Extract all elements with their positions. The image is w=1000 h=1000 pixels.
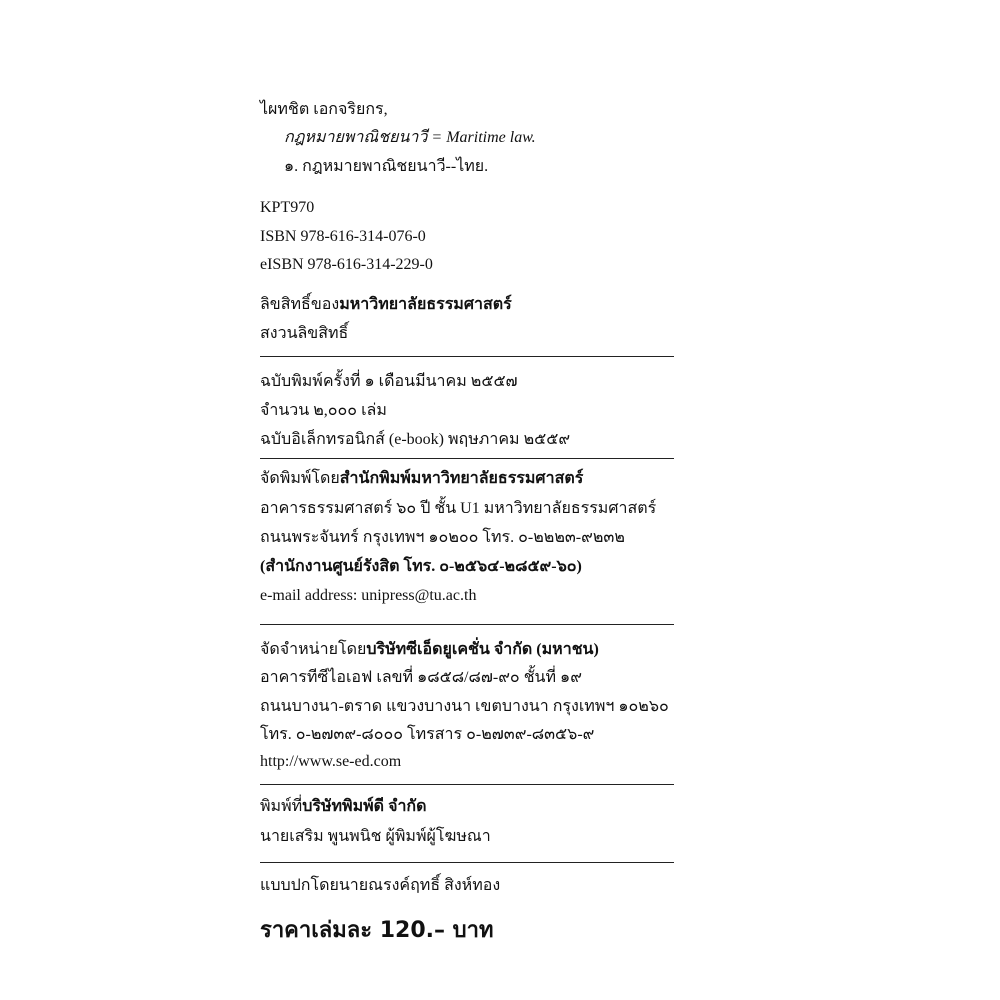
- distributor-name: บริษัทซีเอ็ดยูเคชั่น จำกัด (มหาชน): [366, 641, 599, 658]
- distributor-website: http://www.se-ed.com: [260, 753, 402, 770]
- isbn: ISBN 978-616-314-076-0: [260, 228, 426, 245]
- price-label: ราคาเล่มละ 120.– บาท: [260, 918, 494, 943]
- printer-line: [260, 797, 427, 817]
- catalog-subject: ๑. กฎหมายพาณิชยนาวี--ไทย.: [284, 158, 489, 175]
- publisher-address-2: ถนนพระจันทร์ กรุงเทพฯ ๑๐๒๐๐ โทร. ๐-๒๒๒๓-๙๒๓๒: [260, 529, 625, 546]
- copyright-owner: [260, 295, 512, 315]
- divider-1: [260, 356, 674, 357]
- eisbn: eISBN 978-616-314-229-0: [260, 256, 433, 273]
- publisher-address-1: อาคารธรรมศาสตร์ ๖๐ ปี ชั้น U1 มหาวิทยาลัยธรรมศาสตร์: [260, 500, 657, 517]
- edition-quantity: จำนวน ๒,๐๐๐ เล่ม: [260, 402, 387, 419]
- cover-designer: แบบปกโดยนายณรงค์ฤทธิ์ สิงห์ทอง: [260, 877, 501, 894]
- catalog-author: ไผทชิต เอกจริยกร,: [260, 101, 388, 118]
- copyright-reserved: สงวนลิขสิทธิ์: [260, 325, 349, 342]
- divider-2: [260, 458, 674, 459]
- publisher-email: e-mail address: unipress@tu.ac.th: [260, 587, 477, 604]
- catalog-title: กฎหมายพาณิชยนาวี = Maritime law.: [284, 129, 536, 146]
- publisher-rangsit: (สำนักงานศูนย์รังสิต โทร. ๐-๒๕๖๔-๒๘๕๙-๖๐): [260, 558, 582, 575]
- divider-3: [260, 624, 674, 625]
- publisher-prefix: จัดพิมพ์โดย: [260, 470, 340, 487]
- call-number: KPT970: [260, 199, 315, 216]
- printer-advertiser: นายเสริม พูนพนิช ผู้พิมพ์ผู้โฆษณา: [260, 828, 491, 845]
- distributor-prefix: จัดจำหน่ายโดย: [260, 641, 367, 658]
- publisher-name: สำนักพิมพ์มหาวิทยาลัยธรรมศาสตร์: [339, 470, 584, 487]
- distributor-phone: โทร. ๐-๒๗๓๙-๘๐๐๐ โทรสาร ๐-๒๗๓๙-๘๓๕๖-๙: [260, 726, 595, 743]
- divider-4: [260, 784, 674, 785]
- distributor-address-2: ถนนบางนา-ตราด แขวงบางนา เขตบางนา กรุงเทพฯ ๑๐๒๖๐: [260, 698, 669, 715]
- publisher-line: [260, 469, 583, 489]
- printer-name: บริษัทพิมพ์ดี จำกัด: [302, 798, 427, 815]
- edition-first-print: ฉบับพิมพ์ครั้งที่ ๑ เดือนมีนาคม ๒๕๕๗: [260, 373, 518, 390]
- distributor-address-1: อาคารทีซีไอเอฟ เลขที่ ๑๘๕๘/๘๗-๙๐ ชั้นที่ ๑๙: [260, 669, 582, 686]
- copyright-prefix: ลิขสิทธิ์ของ: [260, 296, 340, 313]
- distributor-line: [260, 640, 599, 660]
- printer-prefix: พิมพ์ที่: [260, 798, 303, 815]
- copyright-owner-name: มหาวิทยาลัยธรรมศาสตร์: [339, 296, 512, 313]
- edition-ebook: ฉบับอิเล็กทรอนิกส์ (e-book) พฤษภาคม ๒๕๕๙: [260, 431, 571, 448]
- divider-5: [260, 862, 674, 863]
